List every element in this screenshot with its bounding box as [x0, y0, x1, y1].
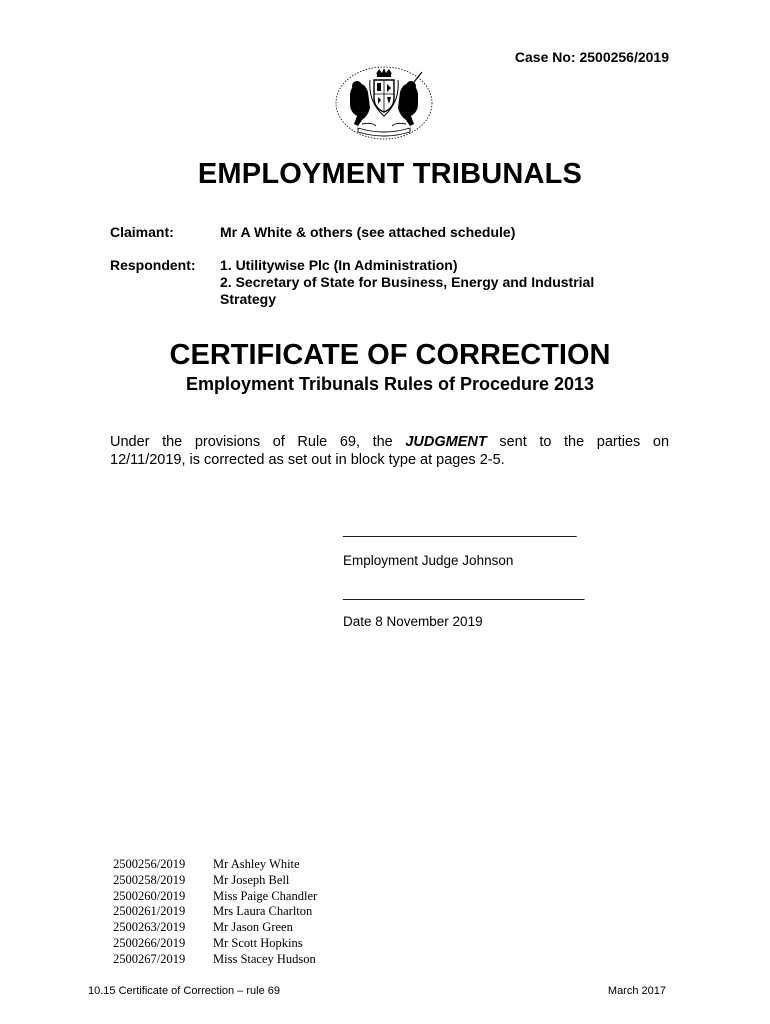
statement-prefix: Under the provisions of Rule 69, the — [110, 434, 406, 450]
schedule-row — [113, 889, 317, 905]
schedule-row — [113, 920, 317, 936]
page-title: EMPLOYMENT TRIBUNALS — [197, 158, 583, 190]
certificate-title: CERTIFICATE OF CORRECTION — [169, 339, 611, 371]
schedule-case-number: 2500261/2019 — [113, 904, 186, 919]
schedule-case-number: 2500266/2019 — [113, 935, 186, 950]
schedule-row — [113, 857, 317, 873]
schedule-case-number: 2500256/2019 — [113, 857, 186, 871]
schedule-case-number: 2500263/2019 — [113, 920, 186, 935]
schedule-case-number: 2500260/2019 — [113, 888, 186, 903]
respondent-value — [220, 257, 594, 308]
schedule-claimant-name: Miss Paige Chandler — [213, 888, 318, 903]
schedule-row — [113, 936, 317, 952]
respondent-line: Strategy — [220, 291, 277, 307]
signature-date: Date 8 November 2019 — [343, 614, 483, 629]
schedule-case-number: 2500258/2019 — [113, 872, 186, 887]
schedule-claimant-name: Miss Stacey Hudson — [213, 951, 316, 966]
schedule-claimant-name: Mr Jason Green — [213, 920, 293, 935]
respondent-label: Respondent: — [110, 257, 196, 273]
statement-line-1 — [110, 433, 669, 451]
schedule-claimant-name: Mr Ashley White — [213, 857, 300, 871]
schedule-case-number: 2500267/2019 — [113, 951, 186, 966]
footer-date: March 2017 — [607, 985, 666, 997]
respondent-line: 2. Secretary of State for Business, Energy and Industrial — [220, 274, 595, 290]
statement-emphasis: JUDGMENT — [405, 434, 487, 450]
signature-line: ______________________________ — [343, 521, 577, 537]
claimant-value: Mr A White & others (see attached schedule) — [220, 224, 516, 240]
statement-suffix: sent to the parties on — [486, 434, 670, 450]
claimant-label: Claimant: — [110, 224, 174, 240]
statement-line-2: 12/11/2019, is corrected as set out in block type at pages 2-5. — [110, 452, 505, 468]
schedule-claimant-name: Mr Joseph Bell — [213, 872, 290, 887]
schedule-row — [113, 952, 317, 968]
schedule-claimant-name: Mrs Laura Charlton — [213, 904, 313, 919]
royal-coat-of-arms-icon — [332, 64, 436, 142]
certificate-subtitle: Employment Tribunals Rules of Procedure 2013 — [185, 374, 595, 394]
claimant-schedule — [113, 857, 317, 968]
date-line: _______________________________ — [343, 584, 585, 600]
judge-name: Employment Judge Johnson — [343, 553, 514, 568]
schedule-row — [113, 873, 317, 889]
schedule-claimant-name: Mr Scott Hopkins — [213, 935, 303, 950]
respondent-line: 1. Utilitywise Plc (In Administration) — [220, 257, 458, 273]
footer-form-reference: 10.15 Certificate of Correction – rule 69 — [88, 985, 280, 997]
case-number: Case No: 2500256/2019 — [514, 49, 669, 65]
schedule-row — [113, 904, 317, 920]
correction-statement — [110, 433, 669, 469]
